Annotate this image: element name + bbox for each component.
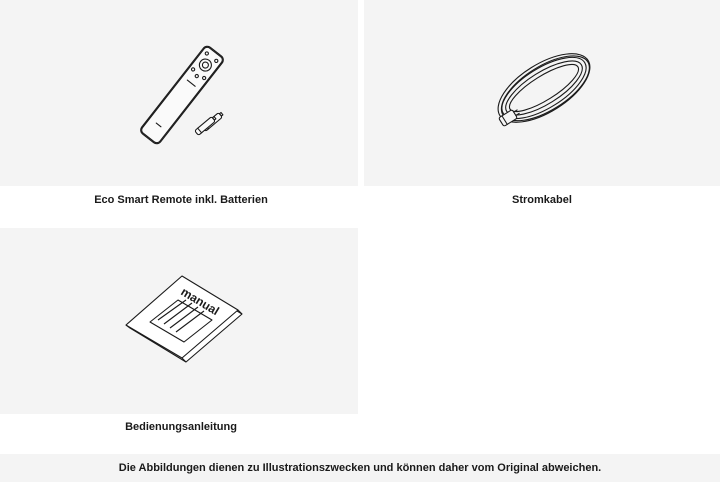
disclaimer-bar [0, 454, 720, 482]
power-cable-icon [364, 0, 720, 186]
remote-caption: Eco Smart Remote inkl. Batterien [94, 194, 268, 206]
manual-image-tile [0, 228, 358, 414]
manual-booklet-icon [0, 228, 358, 414]
manual-cover-text: manual [178, 284, 222, 319]
cable-caption: Stromkabel [512, 194, 572, 206]
remote-image-tile [0, 0, 358, 186]
disclaimer-text: Die Abbildungen dienen zu Illustrationszwecken und können daher vom Original abweichen. [118, 462, 602, 474]
cable-image-tile [364, 0, 720, 186]
remote-control-with-batteries-icon [0, 0, 358, 186]
manual-caption: Bedienungsanleitung [125, 421, 237, 433]
